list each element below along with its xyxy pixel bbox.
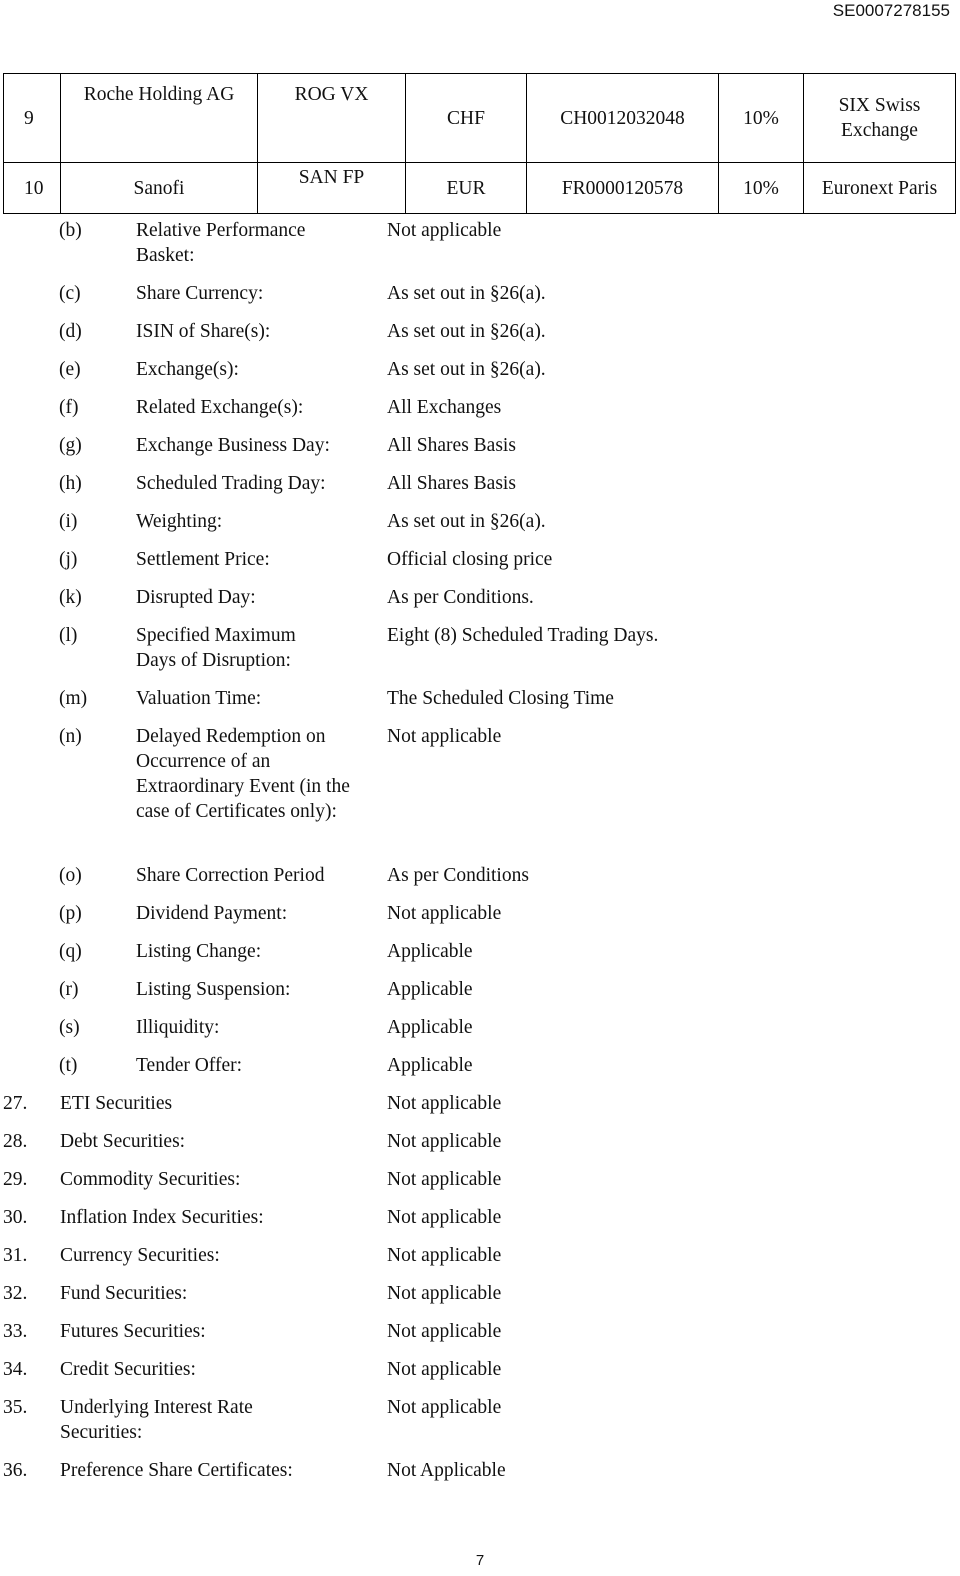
item-name: Debt Securities: bbox=[60, 1131, 186, 1152]
item-label: (f) bbox=[59, 397, 79, 418]
item-name: Dividend Payment: bbox=[136, 903, 288, 924]
item-value: Applicable bbox=[387, 941, 473, 962]
item-name: Scheduled Trading Day: bbox=[136, 473, 326, 494]
item-value: Not applicable bbox=[387, 1245, 502, 1266]
table-row bbox=[4, 163, 956, 214]
item-name: Disrupted Day: bbox=[136, 587, 256, 608]
item-name: Futures Securities: bbox=[60, 1321, 206, 1342]
item-label: (c) bbox=[59, 283, 81, 304]
share-number: 10 bbox=[4, 163, 61, 214]
item-value: The Scheduled Closing Time bbox=[387, 688, 614, 709]
item-label: (s) bbox=[59, 1017, 80, 1038]
item-name: Valuation Time: bbox=[136, 688, 262, 709]
item-name: Exchange(s): bbox=[136, 359, 239, 380]
item-label: (p) bbox=[59, 903, 82, 924]
item-value: As per Conditions. bbox=[387, 587, 534, 608]
item-name: Exchange Business Day: bbox=[136, 435, 330, 456]
item-value: Not applicable bbox=[387, 220, 502, 241]
item-label: (k) bbox=[59, 587, 82, 608]
share-currency: CHF bbox=[406, 74, 527, 163]
item-label: (q) bbox=[59, 941, 82, 962]
item-value: Not applicable bbox=[387, 903, 502, 924]
item-number: 36. bbox=[3, 1460, 28, 1481]
item-name: Settlement Price: bbox=[136, 549, 270, 570]
item-value: As set out in §26(a). bbox=[387, 283, 546, 304]
item-number: 30. bbox=[3, 1207, 28, 1228]
item-name: Currency Securities: bbox=[60, 1245, 220, 1266]
share-weight: 10% bbox=[719, 74, 804, 163]
item-label: (b) bbox=[59, 220, 82, 241]
item-value: Not applicable bbox=[387, 1283, 502, 1304]
item-number: 35. bbox=[3, 1397, 28, 1418]
share-ticker: SAN FP bbox=[258, 163, 406, 214]
item-value: As set out in §26(a). bbox=[387, 511, 546, 532]
item-name: Listing Change: bbox=[136, 941, 262, 962]
item-name: Share Correction Period bbox=[136, 865, 325, 886]
share-exchange: SIX Swiss Exchange bbox=[804, 74, 956, 163]
item-name: ISIN of Share(s): bbox=[136, 321, 271, 342]
item-name: Credit Securities: bbox=[60, 1359, 196, 1380]
share-name: Roche Holding AG bbox=[61, 74, 258, 163]
item-value: Not applicable bbox=[387, 726, 502, 747]
item-value: As per Conditions bbox=[387, 865, 529, 886]
item-value: As set out in §26(a). bbox=[387, 359, 546, 380]
item-value: Not applicable bbox=[387, 1093, 502, 1114]
item-name: Preference Share Certificates: bbox=[60, 1460, 293, 1481]
share-number: 9 bbox=[4, 74, 61, 163]
item-label: (d) bbox=[59, 321, 82, 342]
item-value: All Shares Basis bbox=[387, 435, 516, 456]
item-value: Eight (8) Scheduled Trading Days. bbox=[387, 625, 659, 646]
item-value: Official closing price bbox=[387, 549, 553, 570]
item-value: As set out in §26(a). bbox=[387, 321, 546, 342]
item-value: All Shares Basis bbox=[387, 473, 516, 494]
share-isin: CH0012032048 bbox=[527, 74, 719, 163]
item-label: (g) bbox=[59, 435, 82, 456]
item-label: (i) bbox=[59, 511, 78, 532]
item-number: 33. bbox=[3, 1321, 28, 1342]
item-label: (t) bbox=[59, 1055, 78, 1076]
item-number: 34. bbox=[3, 1359, 28, 1380]
item-label: (j) bbox=[59, 549, 78, 570]
share-exchange: Euronext Paris bbox=[804, 163, 956, 214]
table-row bbox=[4, 74, 956, 163]
item-label: (h) bbox=[59, 473, 82, 494]
item-label: (n) bbox=[59, 726, 82, 747]
item-name: Illiquidity: bbox=[136, 1017, 220, 1038]
item-number: 29. bbox=[3, 1169, 28, 1190]
item-value: Not applicable bbox=[387, 1397, 502, 1418]
item-value: Applicable bbox=[387, 979, 473, 1000]
item-number: 27. bbox=[3, 1093, 28, 1114]
share-name: Sanofi bbox=[61, 163, 258, 214]
share-ticker: ROG VX bbox=[258, 74, 406, 163]
item-value: Not applicable bbox=[387, 1131, 502, 1152]
item-number: 31. bbox=[3, 1245, 28, 1266]
item-value: Not applicable bbox=[387, 1321, 502, 1342]
item-name: Relative Performance Basket: bbox=[136, 220, 306, 266]
item-value: Not applicable bbox=[387, 1359, 502, 1380]
item-name: Inflation Index Securities: bbox=[60, 1207, 264, 1228]
document-id: SE0007278155 bbox=[832, 1, 950, 20]
item-name: Underlying Interest Rate Securities: bbox=[60, 1397, 253, 1443]
item-value: Applicable bbox=[387, 1017, 473, 1038]
share-weight: 10% bbox=[719, 163, 804, 214]
item-number: 28. bbox=[3, 1131, 28, 1152]
item-value: Not Applicable bbox=[387, 1460, 506, 1481]
item-value: Not applicable bbox=[387, 1207, 502, 1228]
item-name: Share Currency: bbox=[136, 283, 264, 304]
item-value: Applicable bbox=[387, 1055, 473, 1076]
item-name: ETI Securities bbox=[60, 1093, 173, 1114]
share-currency: EUR bbox=[406, 163, 527, 214]
item-label: (l) bbox=[59, 625, 78, 646]
item-name: Tender Offer: bbox=[136, 1055, 243, 1076]
item-value: All Exchanges bbox=[387, 397, 502, 418]
share-basket-table bbox=[3, 73, 956, 214]
item-name: Fund Securities: bbox=[60, 1283, 188, 1304]
item-name: Commodity Securities: bbox=[60, 1169, 241, 1190]
item-label: (o) bbox=[59, 865, 82, 886]
share-isin: FR0000120578 bbox=[527, 163, 719, 214]
page-number: 7 bbox=[475, 1552, 485, 1569]
item-label: (e) bbox=[59, 359, 81, 380]
item-name: Delayed Redemption on Occurrence of an Extraordinary Event (in the case of Certificates only): bbox=[136, 726, 350, 822]
item-name: Related Exchange(s): bbox=[136, 397, 304, 418]
item-name: Weighting: bbox=[136, 511, 223, 532]
item-number: 32. bbox=[3, 1283, 28, 1304]
item-name: Specified Maximum Days of Disruption: bbox=[136, 625, 296, 671]
item-name: Listing Suspension: bbox=[136, 979, 291, 1000]
item-label: (m) bbox=[59, 688, 88, 709]
item-value: Not applicable bbox=[387, 1169, 502, 1190]
item-label: (r) bbox=[59, 979, 79, 1000]
